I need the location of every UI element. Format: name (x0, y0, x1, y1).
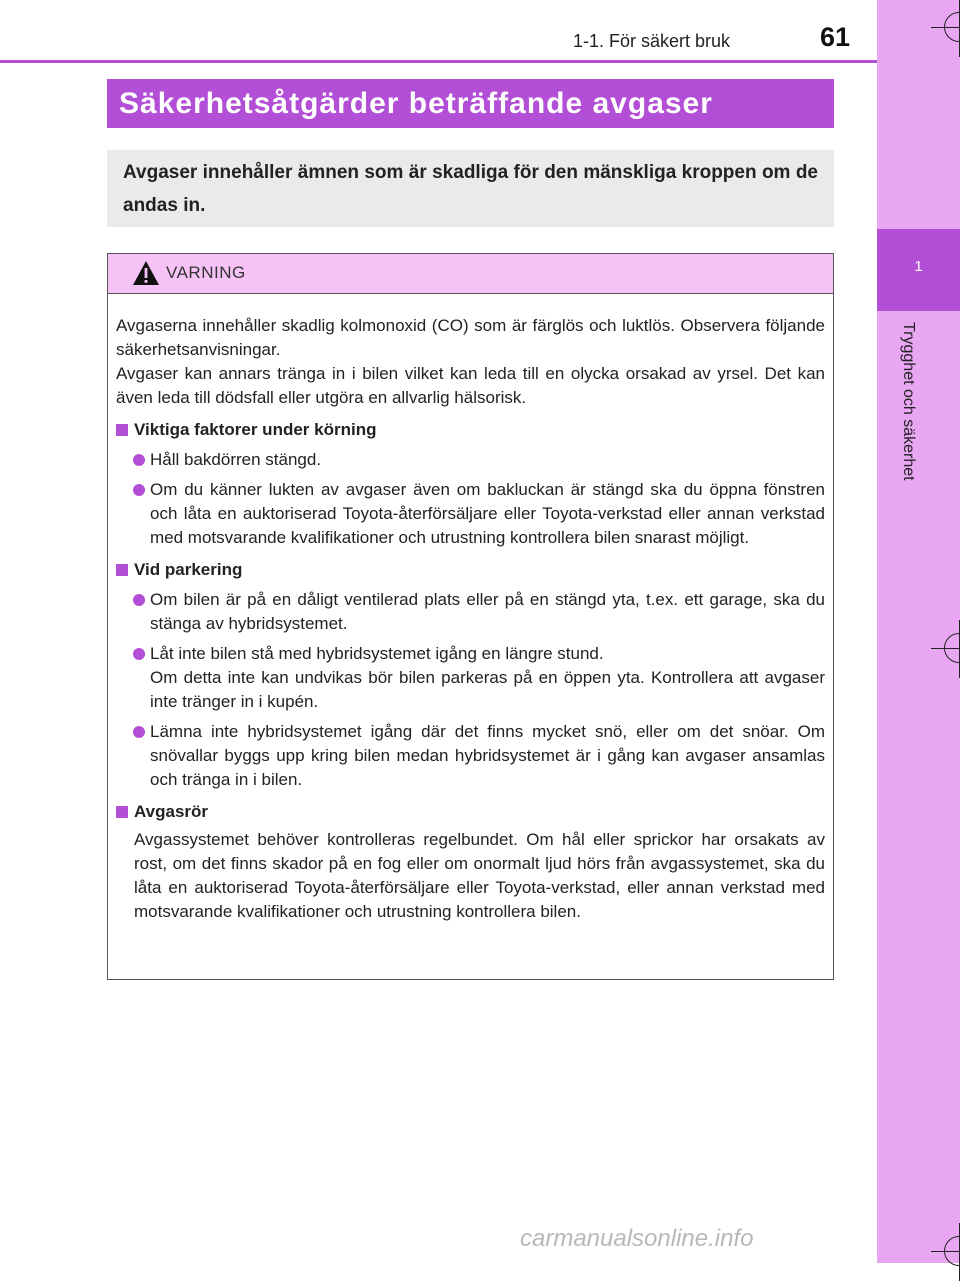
warning-box (107, 253, 834, 980)
warning-intro-text: Avgaser kan annars tränga in i bilen vilket kan leda till en olycka orsakad av yrsel. Det kan även leda till dödsfall eller utgöra en allvarlig hälsorisk. (116, 364, 825, 407)
watermark: carmanualsonline.info (520, 1225, 754, 1252)
bullet-item: Lämna inte hybridsystemet igång där det finns mycket snö, eller om det snöar. Om snövallar byggs upp kring bilen medan hybridsystemet är i gång kan avgaser ansamlas och tränga in i bilen. (116, 720, 825, 792)
section-heading: Viktiga faktorer under körning (116, 418, 825, 442)
section-heading: Vid parkering (116, 558, 825, 582)
bullet-item: Om du känner lukten av avgaser även om bakluckan är stängd ska du öppna fönstren och låta en auktoriserad Toyota-återförsäljare eller Toyota-verkstad eller annan verkstad med motsvarande kvalifikationer och utrustning kontrollera bilen snarast möjligt. (116, 478, 825, 550)
bullet-item: Om bilen är på en dåligt ventilerad plats eller på en stängd yta, t.ex. ett garage, ska du stänga av hybridsystemet. (116, 588, 825, 636)
section-title: 1-1. För säkert bruk (573, 31, 731, 51)
bullet-item: Håll bakdörren stängd. (116, 448, 825, 472)
bullet-text: Låt inte bilen stå med hybridsystemet igång en längre stund. (150, 644, 604, 663)
warning-label: VARNING (166, 263, 246, 282)
chapter-side-tab (877, 0, 960, 1263)
warning-triangle-icon (132, 260, 160, 286)
section-text: Avgassystemet behöver kontrolleras regelbundet. Om hål eller sprickor har orsakats av rost, om det finns skador på en fog eller om onormalt ljud hörs från avgassystemet, ska du låta en auktoriserad Toyota-återförsäljare eller Toyota-verkstad, eller annan verkstad med motsvarande kvalifikationer och utrustning kontrollera bilen. (134, 830, 825, 921)
page-title: Säkerhetsåtgärder beträffande avgaser (107, 79, 834, 128)
page-number: 61 (819, 22, 851, 52)
intro-box: Avgaser innehåller ämnen som är skadliga för den mänskliga kroppen om de andas in. (107, 150, 834, 227)
chapter-name: Trygghet och säkerhet (900, 322, 917, 481)
warning-body (108, 294, 833, 924)
chapter-number: 1 (914, 258, 923, 275)
warning-header (108, 254, 833, 294)
bullet-item (116, 642, 825, 714)
header-divider (0, 60, 877, 63)
section-heading: Avgasrör (116, 800, 825, 824)
bullet-continuation: Om detta inte kan undvikas bör bilen parkeras på en öppen yta. Kontrollera att avgaser inte tränger in i kupén. (150, 668, 825, 711)
warning-intro-text: Avgaserna innehåller skadlig kolmonoxid (CO) som är färglös och luktlös. Observera följande säkerhetsanvisningar. (116, 316, 825, 359)
